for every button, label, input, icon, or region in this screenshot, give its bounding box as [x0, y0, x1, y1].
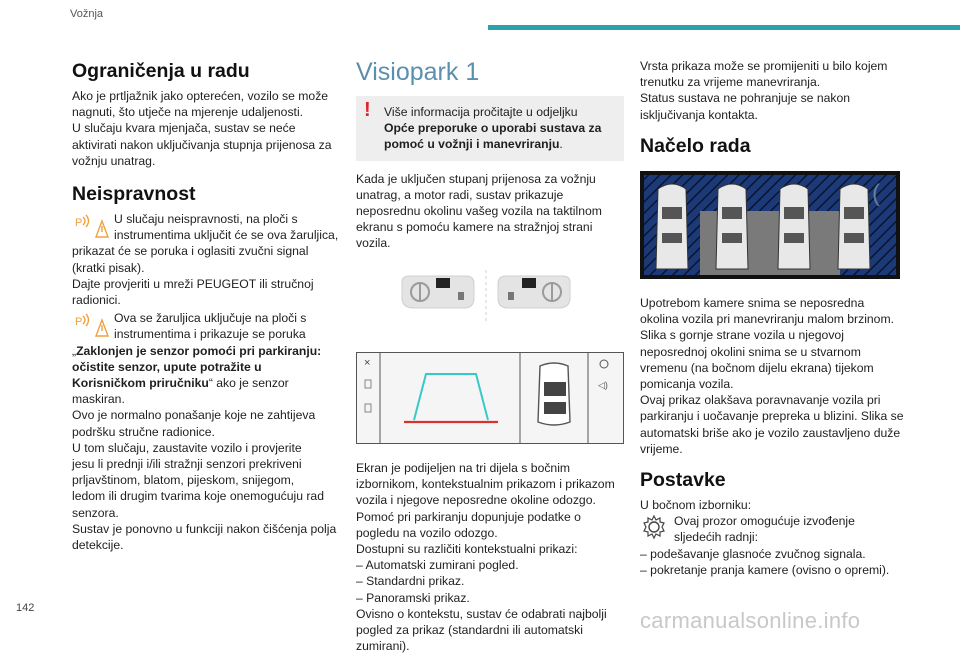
parking-sensor-warning-icon [72, 211, 110, 241]
limits-text: Ako je prtljažnik jako opterećen, vozilo se može nagnuti, što utječe na mjerenje udaljenosti. U slučaju kvara mjenjača, sustav se neće aktivirati nakon uključivanja stupnja prijenosa za vožnju unatrag. [72, 89, 332, 168]
svg-text:P: P [75, 316, 83, 329]
fault-1: P U slučaju neispravnosti, na ploči s instrumentima uključit će se ova žaruljica, [72, 211, 340, 243]
svg-text:P: P [75, 217, 83, 230]
svg-text:×: × [364, 356, 371, 369]
settings-intro: U bočnom izborniku: [640, 498, 752, 513]
section-header: Vožnja [70, 8, 104, 20]
section-bar [488, 25, 960, 30]
fault-2: P Ova se žaruljica uključuje na ploči s instrumentima i prikazuje se poruka [72, 310, 340, 342]
settings-items: – podešavanje glasnoće zvučnog signala. – pokretanje pranja kamere (ovisno o opremi). [640, 546, 890, 577]
rear-view-mirror-illustration [396, 268, 576, 324]
limits-title: Ograničenja u radu [72, 60, 250, 82]
screen-description: Ekran je podijeljen na tri dijela s bočnim izbornikom, kontekstualnim prikazom i prikazom vozila i njegove neposredne okoline odozgo. Pomoć pri parkiranju dopunjuje podatke o pogledu na vozilo odozgo. Dostupni su različiti kontekstualni prikazi: – Automatski zumirani pogled. – Standardni prikaz. – Panoramski prikaz. Ovisno o kontekstu, sustav će odabrati najbolji pogled za prikaz (standardni ili automatski zumirani). [356, 461, 615, 654]
page-number: 142 [16, 602, 35, 614]
camera-top-view-illustration [640, 171, 900, 279]
fault-1-text: prikazat će se poruka i oglasiti zvučni signal (kratki pisak). Dajte provjeriti u mreži PEUGEOT ili stručnoj radionici. [72, 244, 314, 308]
column-2 [356, 50, 624, 654]
visiopark-title: Visiopark 1 [356, 58, 480, 86]
settings-gear-row: Ovaj prozor omogućuje izvođenje sljedećih radnji: [640, 513, 908, 545]
touchscreen-display-illustration [356, 352, 624, 444]
gear-icon [640, 513, 668, 541]
column-3 [640, 50, 908, 578]
exclamation-icon: ! [364, 99, 371, 121]
svg-text:◁): ◁) [598, 379, 608, 390]
watermark: carmanualsonline.info [640, 608, 861, 633]
info-box: ! Više informacija pročitajte u odjeljku Opće preporuke o uporabi sustava za pomoć u vožnji i manevriranju. [356, 96, 624, 161]
intro-text: Kada je uključen stupanj prijenosa za vožnju unatrag, a motor radi, sustav prikazuje neposrednu okolinu vašeg vozila na taktilnom ekranu s pomoću kamere na stražnjoj strani vozila. [356, 171, 602, 251]
parking-sensor-warning-icon [72, 310, 110, 340]
principle-text: Upotrebom kamere snima se neposredna okolina vozila pri manevriranju malom brzinom. Slika s gornje strane vozila u njegovoj neposrednoj okolini snima se u stvarnom vremenu (na bočnom dijelu ekrana) tijekom pomicanja vozila. Ovaj prikaz olakšava poravnavanje vozila pri parkiranju i uočavanje prepreka u blizini. Slika se automatski briše ako je vozilo zaustavljeno duže vrijeme. [640, 296, 904, 456]
svg-text:(: ( [872, 179, 880, 207]
faults-title: Neispravnost [72, 183, 196, 206]
view-type-text: Vrsta prikaza može se promijeniti u bilo kojem trenutku za vrijeme manevriranja. Status sustava ne pohranjuje se nakon isključivanja kontakta. [640, 59, 888, 122]
principle-title: Načelo rada [640, 134, 751, 157]
column-1 [72, 50, 340, 553]
settings-title: Postavke [640, 469, 726, 492]
fault-2-text: „Zaklonjen je senzor pomoći pri parkiranju: očistite senzor, upute potražite u Korisničkom priručniku“ ako je senzor maskiran. Ovo je normalno ponašanje koje ne zahtijeva podršku stručne radionice. U tom slučaju, zaustavite vozilo i provjerite jesu li prednji i/ili stražnji senzori prekriveni prljavštinom, blatom, pijeskom, snijegom, ledom ili drugim tvarima koje onemogućuju rad senzora. Sustav je ponovno u funkciji nakon čišćenja polja detekcije. [72, 343, 337, 553]
